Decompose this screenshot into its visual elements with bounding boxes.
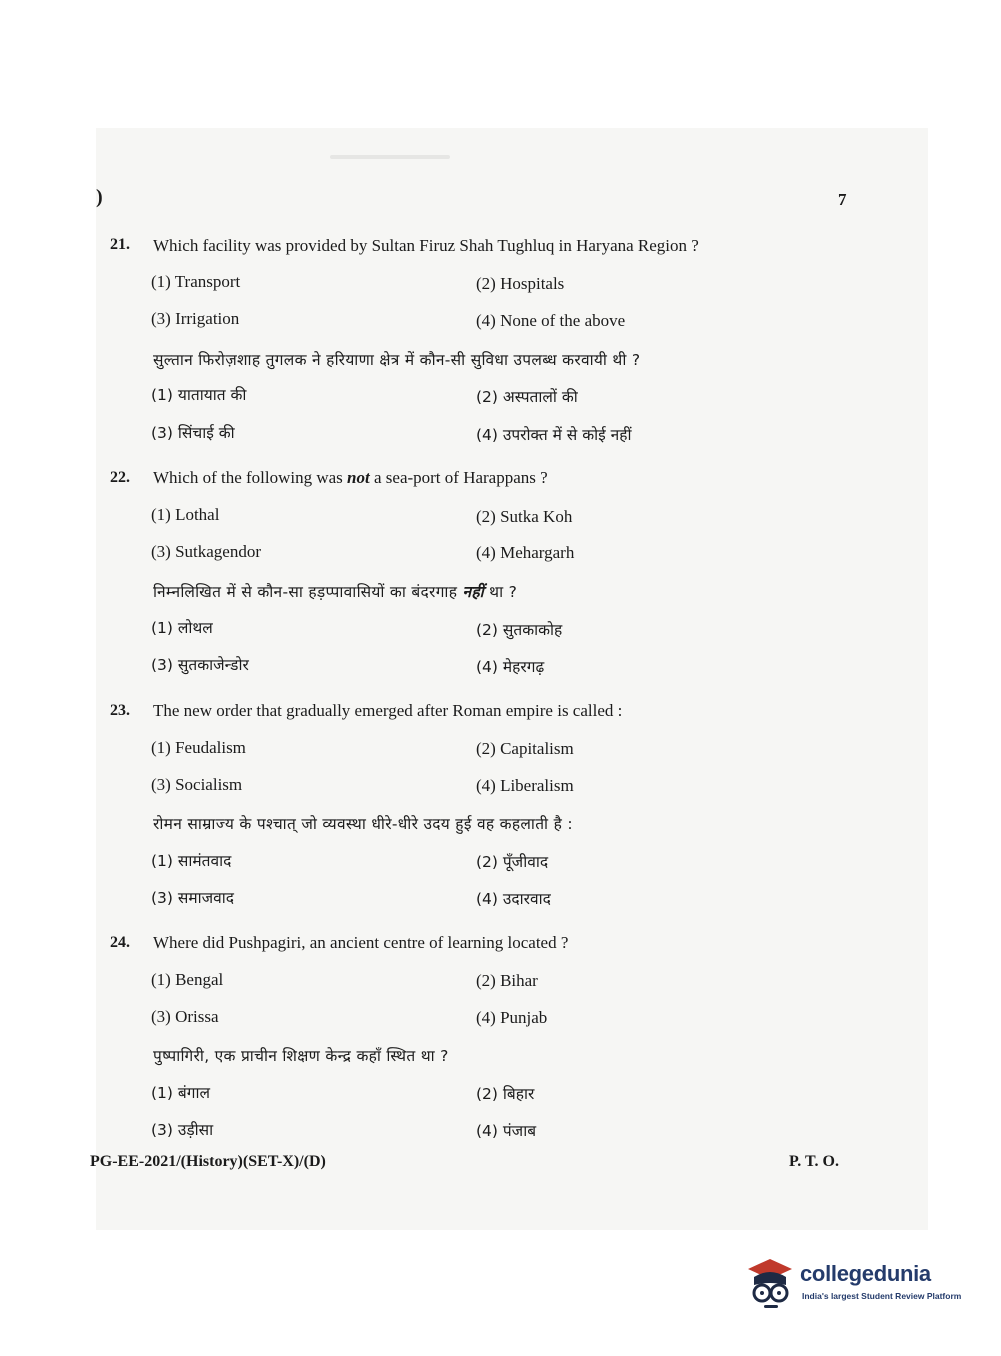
question-number: 21. [110,236,130,253]
option-hi: (2) अस्पतालों की [476,388,578,406]
pto-label: P. T. O. [789,1153,839,1170]
option-hi: (4) मेहरगढ़ [476,658,545,676]
question-text-hi: पुष्पागिरी, एक प्राचीन शिक्षण केन्द्र कहाँ स्थित था ? [153,1047,449,1065]
option: (4) Punjab [476,1008,548,1027]
option: (2) Capitalism [476,739,574,758]
question-number: 23. [110,702,130,719]
option-hi: (2) बिहार [476,1085,535,1103]
question-number: 22. [110,469,130,486]
question-text-en: Where did Pushpagiri, an ancient centre of learning located ? [153,933,569,952]
option-hi: (3) सिंचाई की [151,424,235,442]
option-hi: (1) सामंतवाद [151,852,232,870]
emphasis-not: not [347,468,370,487]
option: (1) Transport [151,272,241,291]
page-number: 7 [838,190,847,209]
option: (3) Orissa [151,1007,219,1026]
option: (3) Socialism [151,775,243,794]
option: (4) None of the above [476,311,626,330]
option-hi: (1) लोथल [151,619,213,637]
question-text-en: Which of the following was not a sea-port of Harappans ? [153,468,548,487]
option-hi: (4) उदारवाद [476,890,551,908]
option-hi: (3) सुतकाजेन्डोर [151,656,249,674]
option-hi: (4) उपरोक्त में से कोई नहीं [476,426,632,444]
bleed-through-mark [330,155,450,159]
option: (1) Bengal [151,970,224,989]
option: (4) Mehargarh [476,543,575,562]
option: (2) Hospitals [476,274,565,293]
option: (1) Lothal [151,505,220,524]
question-text-en: Which facility was provided by Sultan Firuz Shah Tughluq in Haryana Region ? [153,236,699,255]
option: (3) Sutkagendor [151,542,262,561]
option-hi: (3) समाजवाद [151,889,235,907]
option-hi: (1) बंगाल [151,1084,210,1102]
logo-tagline: India's largest Student Review Platform [802,1291,962,1301]
question-text-en: The new order that gradually emerged after Roman empire is called : [153,701,623,720]
question-text-hi: सुल्तान फिरोज़शाह तुगलक ने हरियाणा क्षेत्र में कौन-सी सुविधा उपलब्ध करवायी थी ? [153,351,641,369]
question-text-hi: रोमन साम्राज्य के पश्चात् जो व्यवस्था धीरे-धीरे उदय हुई वह कहलाती है : [153,815,573,833]
emphasis-nahin: नहीं [462,583,484,601]
question-text-hi: निम्नलिखित में से कौन-सा हड़प्पावासियों का बंदरगाह नहीं था ? [153,583,518,601]
option-hi: (2) पूँजीवाद [476,853,549,871]
option: (2) Sutka Koh [476,507,573,526]
question-number: 24. [110,934,130,951]
paper-code: PG-EE-2021/(History)(SET-X)/(D) [90,1153,326,1170]
option: (3) Irrigation [151,309,240,328]
option-hi: (3) उड़ीसा [151,1121,214,1139]
option: (2) Bihar [476,971,538,990]
logo-wordmark: collegedunia [800,1261,931,1286]
option: (1) Feudalism [151,738,246,757]
mascot-icon [744,1255,800,1315]
edge-mark: ) [96,186,103,208]
option-hi: (4) पंजाब [476,1122,537,1140]
option-hi: (1) यातायात की [151,386,247,404]
collegedunia-logo[interactable] [744,1255,969,1315]
option-hi: (2) सुतकाकोह [476,621,563,639]
option: (4) Liberalism [476,776,574,795]
